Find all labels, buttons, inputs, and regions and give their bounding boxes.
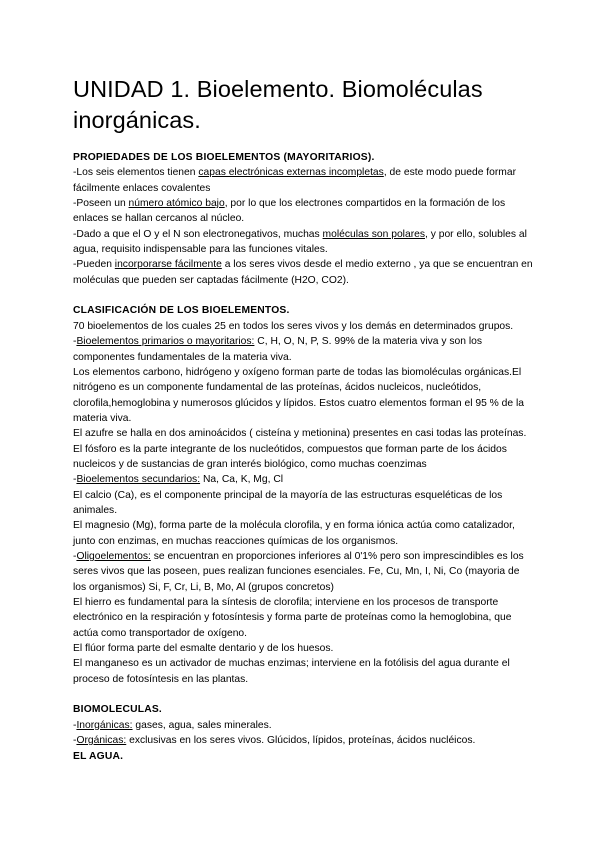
section-heading-clasificacion: CLASIFICACIÓN DE LOS BIOELEMENTOS. [73, 305, 290, 317]
underlined-term: Bioelementos primarios o mayoritarios: [76, 336, 255, 348]
paragraph: El flúor forma parte del esmalte dentario y de los huesos. [73, 643, 334, 655]
document-body [73, 150, 535, 764]
section-heading-propiedades: PROPIEDADES DE LOS BIOELEMENTOS (MAYORITARIOS). [73, 152, 375, 163]
underlined-term: Orgánicas: [76, 735, 127, 747]
paragraph: El magnesio (Mg), forma parte de la molécula clorofila, y en forma iónica actúa como catalizador, junto con enzimas, en muchas reacciones químicas de los organismos. [73, 520, 515, 547]
paragraph: El hierro es fundamental para la síntesis de clorofila; interviene en los procesos de transporte electrónico en la respiración y fotosíntesis y forma parte de proteínas como la hemoglobina, que actúa como transportador de oxígeno. [73, 597, 512, 639]
underlined-term: número atómico bajo [128, 198, 225, 210]
paragraph: -Poseen un número atómico bajo, por lo que los electrones compartidos en la formación de los enlaces se hallan cercanos al núcleo. [73, 198, 506, 225]
section-heading-biomoleculas: BIOMOLECULAS. [73, 704, 162, 716]
paragraph: -Inorgánicas: gases, agua, sales minerales. [73, 719, 272, 731]
paragraph: -Orgánicas: exclusivas en los seres vivos. Glúcidos, lípidos, proteínas, ácidos nucléicos. [73, 735, 476, 747]
paragraph: Los elementos carbono, hidrógeno y oxígeno forman parte de todas las biomoléculas orgánicas.El nitrógeno es un componente fundamental de las proteínas, ácidos nucleicos, nucleótidos, clorofila,hemoglobina y numerosos glúcidos y lípidos. Estos cuatro elementos forman el 95 % de la materia viva. [73, 366, 525, 424]
underlined-term: Oligoelementos: [76, 550, 151, 562]
paragraph: -Oligoelementos: se encuentran en proporciones inferiores al 0'1% pero son imprescindibles es los seres vivos que las poseen, pues realizan funciones esenciales. Fe, Cu, Mn, I, Ni, Co (mayoria de los organismos) Si, F, Cr, Li, B, Mo, Al (grupos concretos) [73, 550, 524, 593]
paragraph: -Dado a que el O y el N son electronegativos, muchas moléculas son polares, y por ello, solubles al agua, requisito indispensable para las funciones vitales. [73, 228, 527, 256]
paragraph: -Bioelementos primarios o mayoritarios: C, H, O, N, P, S. 99% de la materia viva y son los componentes fundamentales de la materia viva. [73, 336, 482, 363]
section-heading-agua: EL AGUA. [73, 750, 124, 762]
underlined-term: capas electrónicas externas incompletas [198, 167, 384, 179]
paragraph: -Los seis elementos tienen capas electrónicas externas incompletas, de este modo puede formar fácilmente enlaces covalentes [73, 167, 517, 194]
paragraph: El azufre se halla en dos aminoácidos ( cisteína y metionina) presentes en casi todas las proteínas. [73, 428, 527, 440]
paragraph: 70 bioelementos de los cuales 25 en todos los seres vivos y los demás en determinados grupos. [73, 320, 514, 332]
paragraph: El fósforo es la parte integrante de los nucleótidos, compuestos que forman parte de los ácidos nucleicos y de sustancias de gran interés biológico, como muchas coenzimas [73, 443, 507, 470]
underlined-term: Inorgánicas: [76, 719, 133, 731]
document-title: UNIDAD 1. Bioelemento. Biomoléculas inorgánicas. [73, 76, 483, 133]
underlined-term: incorporarse fácilmente [114, 259, 222, 271]
paragraph: -Pueden incorporarse fácilmente a los seres vivos desde el medio externo , ya que se encuentran en moléculas que pueden ser captadas fácilmente (H2O, CO2). [73, 259, 533, 286]
underlined-term: Bioelementos secundarios: [76, 474, 201, 486]
underlined-term: moléculas son polares [322, 228, 425, 240]
paragraph: El manganeso es un activador de muchas enzimas; interviene en la fotólisis del agua durante el proceso de fotosíntesis en las plantas. [73, 658, 510, 685]
paragraph: El calcio (Ca), es el componente principal de la mayoría de las estructuras esqueléticas de los animales. [73, 489, 503, 516]
paragraph: -Bioelementos secundarios: Na, Ca, K, Mg, Cl [73, 474, 284, 486]
